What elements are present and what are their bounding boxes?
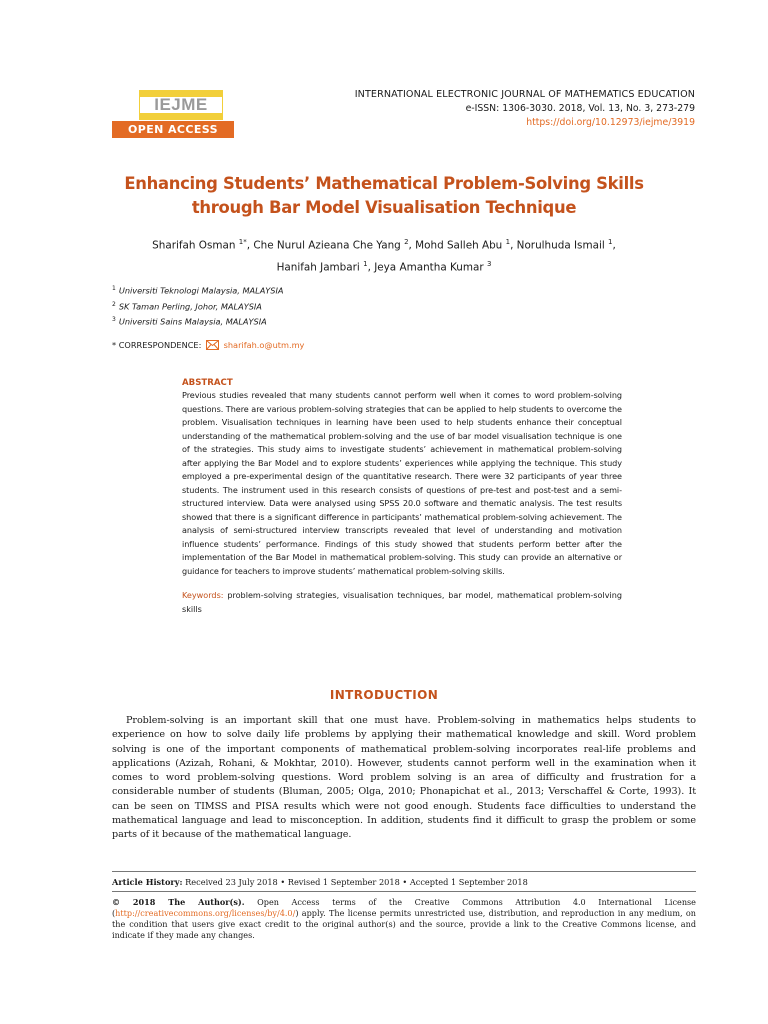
introduction-heading: INTRODUCTION — [329, 688, 439, 702]
author-list — [60, 233, 708, 278]
affiliation-item — [112, 313, 284, 329]
introduction-paragraph: Problem-solving is an important skill that one must have. Problem-solving in mathematics helps students to experience on how to solve daily life problems by applying their mathematical knowledge and skill. Word problem solving is one of the important components of mathematical problem-solving incorporates real-life problems and applications (Azizah, Rohani, & Mokhtar, 2010). However, students cannot perform well in the examination when it comes to word problem-solving questions. Word problem solving is an area of difficulty and frustration for a considerable number of students (Bluman, 2005; Olga, 2010; Phonapichat et al., 2013; Verschaffel & Corte, 1993). It can be seen on TIMSS and PISA results which were not good enough. Students face difficulties to understand the mathematical language and lead to misconception. In addition, students find it difficult to grasp the problem or some parts of it because of the mathematical language. — [112, 715, 696, 841]
history-divider — [112, 891, 696, 892]
license-text-1: Open Access terms of the Creative Commons Attribution 4.0 International License ( — [112, 897, 696, 918]
history-text: Received 23 July 2018 • Revised 1 September 2018 • Accepted 1 September 2018 — [185, 877, 528, 887]
correspondence-email-link[interactable]: sharifah.o@utm.my — [223, 340, 305, 350]
affiliation-num: 1 — [112, 285, 116, 292]
abstract-section — [182, 377, 622, 616]
affiliation-num: 2 — [112, 300, 116, 308]
abstract-body: Previous studies revealed that many students cannot perform well when it comes to word problem-solving questions. There are various problem-solving strategies that can be applied to help students to overcome the problem. Visualisation techniques in learning have been used to help students enhance their conceptual understanding of the mathematical problem-solving and the use of bar model visualisation technique is one of the strategies. This study aims to investigate students’ achievement in mathematical problem-solving after applying the Bar Model and to explore students’ experiences while applying the technique. This study employed a pre-experimental design of the quantitative research. There were 32 participants of year three students. The instrument used in this research consists of questions of pre-test and post-test and a semi-structured interview. Data were analysed using SPSS 20.0 software and thematic analysis. The test results showed that there is a significant difference in participants’ mathematical problem-solving achievement. The analysis of semi-structured interview transcripts revealed that level of understanding and motivation influence students’ performance. Findings of this study showed that students perform better after the implementation of the Bar Model in mathematical problem-solving. This study can provide an alternative or guidance for teachers to improve students’ mathematical problem-solving skills. — [182, 390, 622, 576]
history-label: Article History: — [112, 877, 183, 887]
correspondence — [112, 339, 304, 353]
author-sup: 2 — [404, 238, 409, 246]
keywords-label: Keywords: — [182, 590, 224, 600]
title-line-1: Enhancing Students’ Mathematical Problem-Solving Skills — [124, 174, 644, 193]
article-history — [112, 876, 696, 888]
license-link[interactable]: http://creativecommons.org/licenses/by/4.0/ — [115, 908, 296, 918]
logo-text: IEJME — [154, 95, 208, 114]
keywords — [182, 589, 622, 616]
author-name: Norulhuda Ismail — [516, 239, 605, 252]
journal-name: INTERNATIONAL ELECTRONIC JOURNAL OF MATHEMATICS EDUCATION — [354, 89, 695, 100]
correspondence-label: * CORRESPONDENCE: — [112, 340, 202, 350]
license-text-2: ) apply. The license permits unrestricted use, distribution, and reproduction in any medium, on the condition that users give exact credit to the original author(s) and the source, provide a link to the Creative Commons license, and indicate if they made any changes. — [112, 908, 696, 940]
journal-issn: e-ISSN: 1306-3030. 2018, Vol. 13, No. 3, 273-279 — [465, 103, 695, 114]
authors-line-2: Hanifah Jambari $^1$, Jeya Amantha Kumar $^3$ — [276, 260, 492, 274]
title-line-2: through Bar Model Visualisation Technique — [191, 198, 577, 217]
affiliation-item — [112, 298, 284, 314]
license-notice — [112, 897, 696, 941]
author-name: Jeya Amantha Kumar — [374, 261, 484, 274]
open-access-badge: OPEN ACCESS — [112, 121, 234, 138]
paper-title — [60, 172, 708, 220]
affiliation-num: 3 — [112, 316, 116, 324]
journal-header — [355, 88, 695, 130]
author-sup: 1 — [505, 238, 511, 246]
journal-logo — [112, 90, 234, 138]
journal-doi-link[interactable]: https://doi.org/10.12973/iejme/3919 — [526, 117, 695, 128]
author-name: Hanifah Jambari — [276, 261, 360, 274]
author-name: Che Nurul Azieana Che Yang — [253, 239, 401, 252]
affiliation-text: SK Taman Perling, Johor, MALAYSIA — [118, 301, 262, 312]
copyright-label: © 2018 The Author(s). — [112, 897, 245, 907]
affiliation-text: Universiti Sains Malaysia, MALAYSIA — [118, 317, 267, 328]
abstract-heading: ABSTRACT — [182, 378, 233, 388]
author-sup: 3 — [486, 260, 492, 269]
author-sup: 1 — [608, 238, 613, 246]
iejme-logo — [139, 90, 223, 120]
keywords-text: problem-solving strategies, visualisation techniques, bar model, mathematical problem-solving skills — [182, 590, 623, 614]
author-sup: 1* — [238, 238, 247, 246]
author-name: Sharifah Osman — [152, 239, 236, 252]
author-name: Mohd Salleh Abu — [415, 239, 503, 252]
affiliation-text: Universiti Teknologi Malaysia, MALAYSIA — [118, 285, 284, 296]
mail-icon — [206, 340, 219, 353]
footer-divider — [112, 871, 696, 872]
authors-line-1: Sharifah Osman $^{1*}$, Che Nurul Azieana Che Yang $^2$, Mohd Salleh Abu $^1$, Norulhuda Ismail $^1$, — [152, 238, 616, 252]
affiliations — [112, 282, 284, 329]
affiliation-item — [112, 282, 284, 298]
author-sup: 1 — [363, 260, 368, 269]
